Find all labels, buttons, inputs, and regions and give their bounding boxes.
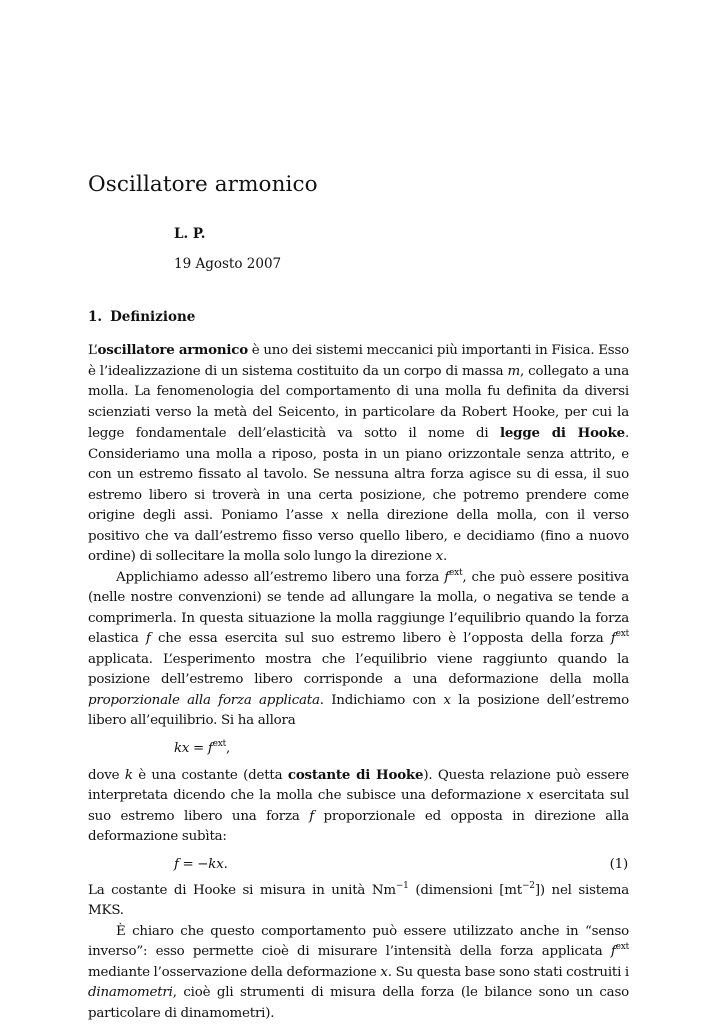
text-run: È chiaro che questo comportamento può essere utilizzato anche in “senso inverso”: esso permette cioè di misurare l’intensità della forza applicata [88,923,629,959]
text-run: , cioè gli strumenti di misura della forza (le bilance sono un caso particolare di dinamometri). [88,985,629,1021]
text-run: Applichiamo adesso all’estremo libero una forza [116,569,445,585]
section-heading [88,309,195,325]
text-run: . Su questa base sono stati costruiti i [387,964,630,980]
math-symbol: x [435,549,444,564]
math-symbol: f [145,631,151,646]
term-legge-di-hooke: legge di Hooke [499,425,625,441]
text-run: L’ [88,343,98,358]
math-symbol: f [610,944,616,959]
paragraph-units [88,881,629,922]
math-symbol: x [331,508,339,523]
equation-number: (1) [609,856,628,872]
paragraph-dynamometers [88,922,629,1024]
text-run: dove [88,767,125,783]
text-run: applicata. L’esperimento mostra che l’equilibrio viene raggiunto quando la posizione dell’estremo libero corrisponde a una deformazione della molla [88,651,629,687]
equation-equilibrium [88,732,629,765]
text-run: . [443,549,448,564]
paragraph-force [88,568,629,732]
equation-hooke-law [88,848,629,881]
math-symbol: m [507,363,521,379]
math-symbol: k [124,767,133,783]
math-operator: = [189,740,208,756]
text-run: è una costante (detta [132,767,288,783]
paragraph-intro [88,340,629,568]
text-run: . Indichiamo con [319,692,444,708]
section-number: 1. [88,309,103,325]
text-run: che essa esercita sul suo estremo libero è l’opposta della forza [150,631,611,646]
text-run: , [226,740,231,756]
term-oscillatore-armonico: oscillatore armonico [97,342,248,358]
text-run: , che può essere positiva (nelle nostre convenzioni) se tende ad allungare la molla, o negativa se tende a comprimerla. In questa situazione la molla raggiunge l’equilibrio quando la forza elastica [88,569,630,646]
text-run: la posizione dell’estremo libero all’equilibrio. Si ha allora [88,692,629,728]
superscript: ext [615,942,629,952]
document-title: Oscillatore armonico [88,172,318,197]
document-body [88,340,629,1024]
superscript: ext [615,629,630,639]
emphasis: proporzionale alla forza applicata [88,692,320,708]
math-symbol: f [207,740,213,756]
text-run: nella direzione della molla, con il verso positivo che va dall’estremo fisso verso quello libero, e decidiamo (fino a nuovo ordine) di sollecitare la molla solo lungo la direzione [88,508,629,564]
text-run: ). Questa relazione può essere interpretata dicendo che la molla che subisce una deformazione [88,767,629,803]
superscript: ext [212,738,227,749]
text-run: (dimensioni [mt [408,882,522,898]
section-title: Definizione [110,309,196,325]
superscript: −2 [521,880,535,891]
math-symbol: kx [174,740,190,756]
math-symbol: x [380,964,388,980]
superscript: −1 [395,880,409,891]
text-run: , collegato a una molla. La fenomenologia del comportamento di una molla fu definita da diversi scienziati verso la metà del Seicento, in particolare da Robert Hooke, per cui la legge fondamentale dell’elasticità va sotto il nome di [88,363,629,441]
math-symbol: f [610,631,616,646]
paragraph-hooke-constant [88,765,629,848]
math-symbol: f [444,569,449,585]
text-run: esercitata sul suo estremo libero una forza [88,788,629,824]
text-run: mediante l’osservazione della deformazione [88,964,381,980]
math-symbol: x [443,692,451,708]
math-symbol: x [526,788,534,803]
text-run: è uno dei sistemi meccanici più importanti in Fisica. Esso è l’idealizzazione di un sistema costituito da un corpo di massa [88,343,629,379]
text-run: . Consideriamo una molla a riposo, posta in un piano orizzontale senza attrito, e con un estremo fissato al tavolo. Se nessuna altra forza agisce su di essa, il suo estremo libero si troverà in una certa posizione, che potremo prendere come origine degli assi. Poniamo l’asse [88,426,629,523]
math-symbol: f [309,808,314,824]
text-run: proporzionale ed opposta in direzione alla deformazione subìta: [88,808,629,844]
term-costante-di-hooke: costante di Hooke [287,766,424,783]
emphasis: dinamometri [88,985,173,1000]
document-date: 19 Agosto 2007 [174,256,282,272]
text-run: ]) nel sistema MKS. [88,882,629,918]
author-name: L. P. [174,226,206,242]
superscript: ext [448,567,463,578]
math-equation: f = −kx. [174,856,228,872]
text-run: La costante di Hooke si misura in unità Nm [88,882,396,898]
